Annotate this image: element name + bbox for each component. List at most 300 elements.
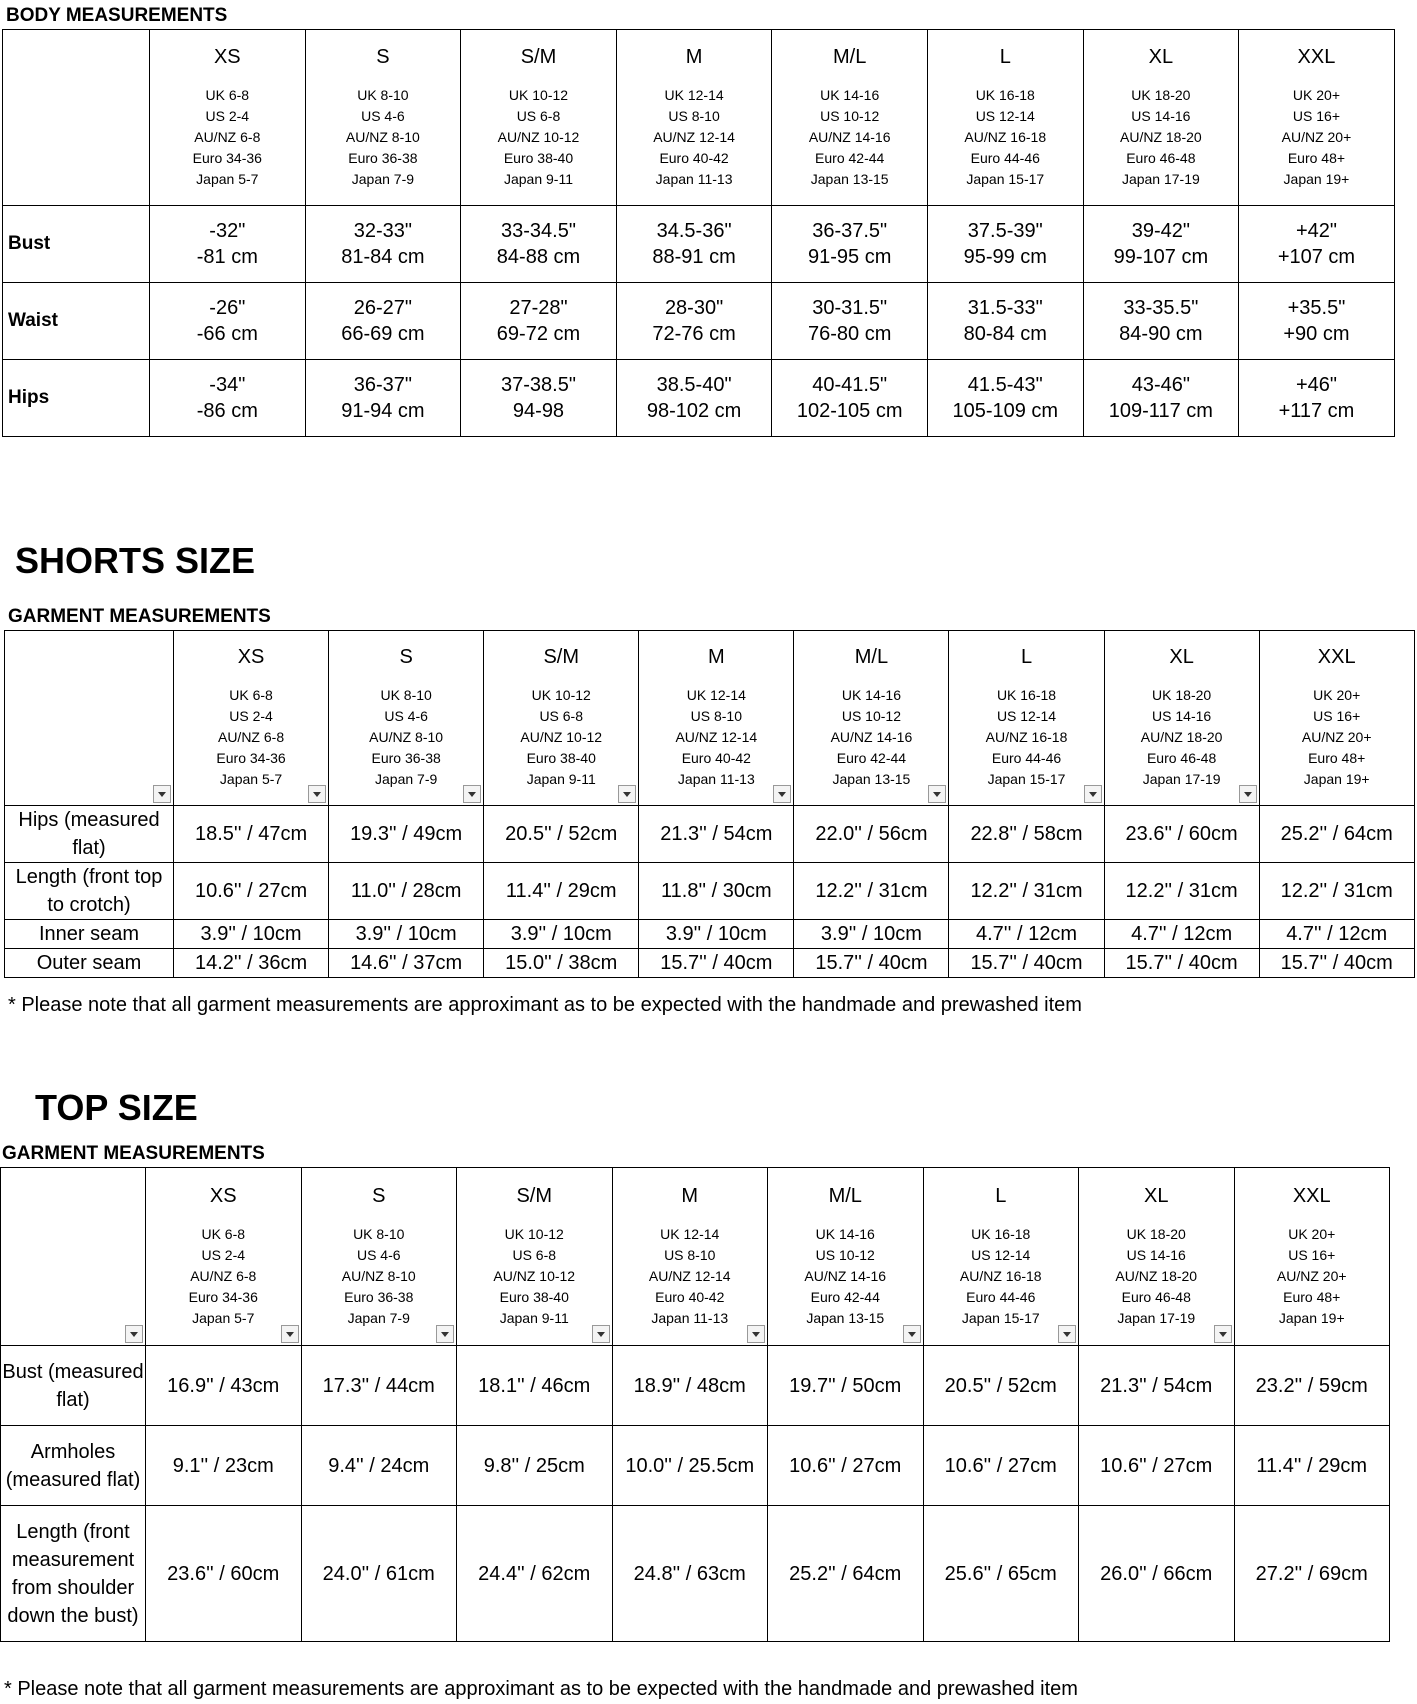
size-conversion-au: AU/NZ 10-12 [493, 1267, 576, 1284]
measurement-inches: 40-41.5" [812, 374, 888, 396]
measurement-cell: 11.8'' / 30cm [639, 863, 794, 920]
size-conversion-euro: Euro 48+ [1287, 149, 1346, 166]
size-conversion-japan: Japan 11-13 [651, 1309, 729, 1326]
top-size-title: TOP SIZE [35, 1087, 198, 1128]
size-conversion-us: US 6-8 [512, 1246, 557, 1263]
size-conversion-uk: UK 18-20 [1131, 86, 1191, 103]
size-conversion-japan: Japan 17-19 [1142, 771, 1221, 787]
measurement-inches: 33-35.5" [1123, 297, 1199, 319]
size-conversion-japan: Japan 15-17 [961, 1309, 1040, 1326]
size-conversion-euro: Euro 34-36 [192, 149, 262, 166]
measurement-cm: 109-117 cm [1108, 400, 1213, 422]
row-label: Outer seam [5, 949, 174, 978]
size-conversion-uk: UK 8-10 [380, 687, 432, 703]
size-conversion-us: US 6-8 [539, 708, 584, 724]
measurement-cell: 3.9'' / 10cm [639, 920, 794, 949]
size-header-cell [612, 1168, 768, 1346]
shorts-note: * Please note that all garment measurements are approximant as to be expected with the handmade and prewashed item [8, 994, 1082, 1016]
measurement-inches: 37-38.5" [501, 374, 576, 396]
size-name: L [995, 1184, 1007, 1207]
size-conversion-japan: Japan 9-11 [526, 771, 596, 787]
size-header-row [1, 1168, 1390, 1346]
size-name: L [999, 45, 1011, 68]
table-row [1, 1426, 1390, 1506]
size-conversion-us: US 4-6 [384, 708, 428, 724]
size-name: XS [213, 45, 241, 68]
measurement-cell: 27.2'' / 69cm [1234, 1506, 1390, 1642]
size-name: M/L [828, 1184, 862, 1207]
measurement-cell: 15.7'' / 40cm [1104, 949, 1259, 978]
size-header-row [5, 631, 1415, 806]
filter-dropdown-icon[interactable] [903, 1325, 921, 1343]
size-conversion-us: US 14-16 [1131, 107, 1191, 124]
size-conversion-us: US 8-10 [668, 107, 720, 124]
size-conversion-us: US 10-12 [820, 107, 880, 124]
size-conversion-uk: UK 10-12 [531, 687, 591, 703]
size-header-cell [768, 1168, 924, 1346]
size-conversion-uk: UK 8-10 [353, 1225, 405, 1242]
size-conversion-au: AU/NZ 16-18 [964, 128, 1047, 145]
measurement-cell: 15.7'' / 40cm [794, 949, 949, 978]
measurement-cell: 12.2'' / 31cm [1259, 863, 1414, 920]
measurement-cell: 11.4'' / 29cm [484, 863, 639, 920]
size-conversion-au: AU/NZ 10-12 [520, 729, 603, 745]
measurement-cell: 15.0'' / 38cm [484, 949, 639, 978]
corner-cell [3, 30, 150, 206]
measurement-cell: 14.2'' / 36cm [174, 949, 329, 978]
size-header-cell [923, 1168, 1079, 1346]
shorts-table [4, 630, 1415, 978]
measurement-cell [461, 206, 617, 283]
row-label: Hips [3, 360, 150, 437]
size-header-cell [1259, 631, 1414, 806]
measurement-cell: 12.2'' / 31cm [1104, 863, 1259, 920]
filter-dropdown-icon[interactable] [1084, 785, 1102, 803]
measurement-cell [616, 206, 772, 283]
measurement-cell: 23.6'' / 60cm [146, 1506, 302, 1642]
size-header-cell [150, 30, 306, 206]
size-conversion-uk: UK 12-14 [660, 1225, 720, 1242]
size-conversion-us: US 12-14 [975, 107, 1035, 124]
size-name: M [685, 45, 703, 68]
size-conversion-us: US 12-14 [996, 708, 1057, 724]
measurement-cell: 9.1'' / 23cm [146, 1426, 302, 1506]
table-row [5, 949, 1415, 978]
filter-dropdown-icon[interactable] [436, 1325, 454, 1343]
measurement-cell: 20.5'' / 52cm [923, 1346, 1079, 1426]
measurement-inches: 36-37" [353, 374, 413, 396]
size-conversion-japan: Japan 17-19 [1121, 170, 1200, 187]
size-conversion-euro: Euro 44-46 [966, 1288, 1036, 1305]
size-conversion-uk: UK 12-14 [686, 687, 746, 703]
measurement-cell: 25.2'' / 64cm [1259, 806, 1414, 863]
measurement-inches: -26" [209, 297, 246, 319]
size-name: S [376, 45, 390, 68]
size-conversion-euro: Euro 36-38 [348, 149, 418, 166]
size-conversion-euro: Euro 40-42 [659, 149, 729, 166]
size-conversion-uk: UK 6-8 [201, 1225, 246, 1242]
measurement-inches: 38.5-40" [656, 374, 732, 396]
row-label: Armholes (measured flat) [1, 1426, 146, 1506]
measurement-cell [150, 206, 306, 283]
size-conversion-uk: UK 14-16 [820, 86, 880, 103]
row-label: Inner seam [5, 920, 174, 949]
size-conversion-us: US 12-14 [971, 1246, 1031, 1263]
measurement-cell: 16.9'' / 43cm [146, 1346, 302, 1426]
measurement-cell [927, 206, 1083, 283]
size-conversion-uk: UK 20+ [1313, 687, 1361, 703]
measurement-cell: 10.6'' / 27cm [768, 1426, 924, 1506]
measurement-inches: +42" [1295, 220, 1337, 242]
size-name: XL [1144, 1184, 1169, 1207]
size-header-cell [772, 30, 928, 206]
size-conversion-japan: Japan 11-13 [677, 771, 755, 787]
size-header-cell [484, 631, 639, 806]
measurement-cm: 69-72 cm [496, 323, 581, 345]
shorts-garment-caption: GARMENT MEASUREMENTS [8, 606, 271, 627]
table-row [1, 1506, 1390, 1642]
size-conversion-japan: Japan 19+ [1303, 771, 1370, 787]
size-conversion-us: US 16+ [1288, 1246, 1336, 1263]
size-conversion-japan: Japan 13-15 [806, 1309, 885, 1326]
filter-dropdown-icon[interactable] [618, 785, 636, 803]
size-header-row [3, 30, 1395, 206]
size-conversion-japan: Japan 15-17 [987, 771, 1066, 787]
filter-dropdown-icon[interactable] [125, 1325, 143, 1343]
table-row [5, 806, 1415, 863]
size-conversion-japan: Japan 5-7 [192, 1309, 255, 1326]
measurement-inches: 34.5-36" [656, 220, 732, 242]
size-conversion-uk: UK 20+ [1292, 86, 1340, 103]
size-conversion-us: US 8-10 [690, 708, 742, 724]
filter-dropdown-icon[interactable] [773, 785, 791, 803]
size-conversion-au: AU/NZ 20+ [1281, 128, 1352, 145]
row-label: Length (front top to crotch) [5, 863, 174, 920]
measurement-cell: 3.9'' / 10cm [174, 920, 329, 949]
size-conversion-uk: UK 16-18 [971, 1225, 1031, 1242]
measurement-cell: 10.6'' / 27cm [174, 863, 329, 920]
body-measurements-caption: BODY MEASUREMENTS [6, 5, 228, 26]
measurement-cm: 80-84 cm [963, 323, 1047, 345]
measurement-cell [1083, 206, 1239, 283]
measurement-cell [305, 206, 461, 283]
measurement-cell: 10.6'' / 27cm [923, 1426, 1079, 1506]
measurement-inches: 37.5-39" [967, 220, 1043, 242]
measurement-cell: 3.9'' / 10cm [484, 920, 639, 949]
size-conversion-us: US 2-4 [229, 708, 273, 724]
filter-dropdown-icon[interactable] [1239, 785, 1257, 803]
size-conversion-japan: Japan 19+ [1283, 170, 1350, 187]
measurement-cell [1083, 360, 1239, 437]
measurement-cell [305, 283, 461, 360]
size-conversion-us: US 2-4 [201, 1246, 246, 1263]
table-row [5, 920, 1415, 949]
measurement-cm: 105-109 cm [952, 400, 1059, 422]
measurement-cell [927, 360, 1083, 437]
size-name: XS [209, 1184, 237, 1207]
size-name: S/M [520, 45, 557, 68]
size-conversion-euro: Euro 42-44 [810, 1288, 880, 1305]
size-conversion-euro: Euro 42-44 [815, 149, 885, 166]
size-conversion-japan: Japan 15-17 [966, 170, 1045, 187]
size-conversion-au: AU/NZ 8-10 [369, 729, 444, 745]
measurement-cell: 21.3'' / 54cm [1079, 1346, 1235, 1426]
measurement-cm: 94-98 [512, 400, 565, 422]
size-conversion-uk: UK 12-14 [664, 86, 724, 103]
filter-dropdown-icon[interactable] [281, 1325, 299, 1343]
size-conversion-au: AU/NZ 18-20 [1115, 1267, 1198, 1284]
size-conversion-japan: Japan 9-11 [499, 1309, 569, 1326]
measurement-cm: +117 cm [1278, 400, 1355, 422]
measurement-cell: 14.6'' / 37cm [329, 949, 484, 978]
table-row [1, 1346, 1390, 1426]
measurement-cell [772, 206, 928, 283]
measurement-cell [1239, 206, 1395, 283]
size-name: S [372, 1184, 386, 1207]
measurement-cell [1239, 283, 1395, 360]
size-conversion-us: US 10-12 [815, 1246, 875, 1263]
size-conversion-uk: UK 18-20 [1126, 1225, 1186, 1242]
size-conversion-euro: Euro 46-48 [1126, 149, 1196, 166]
size-conversion-au: AU/NZ 8-10 [345, 128, 420, 145]
measurement-cm: 102-105 cm [796, 400, 903, 422]
top-garment-caption: GARMENT MEASUREMENTS [2, 1143, 265, 1164]
size-conversion-japan: Japan 17-19 [1117, 1309, 1196, 1326]
size-conversion-us: US 16+ [1313, 708, 1361, 724]
size-name: M/L [833, 45, 867, 68]
size-name: XXL [1297, 45, 1336, 68]
size-name: XS [237, 646, 265, 668]
measurement-cm: 91-94 cm [341, 400, 425, 422]
size-conversion-us: US 2-4 [205, 107, 250, 124]
measurement-cell: 9.8'' / 25cm [457, 1426, 613, 1506]
measurement-cell: 15.7'' / 40cm [1259, 949, 1414, 978]
measurement-inches: 33-34.5" [501, 220, 576, 242]
measurement-cell: 15.7'' / 40cm [949, 949, 1104, 978]
size-conversion-uk: UK 8-10 [357, 86, 409, 103]
measurement-cell [461, 283, 617, 360]
size-name: XXL [1292, 1184, 1331, 1207]
shorts-size-title: SHORTS SIZE [15, 540, 256, 581]
measurement-cell: 22.8'' / 58cm [949, 806, 1104, 863]
measurement-cell: 10.0'' / 25.5cm [612, 1426, 768, 1506]
size-conversion-au: AU/NZ 12-14 [648, 1267, 731, 1284]
measurement-cell: 12.2'' / 31cm [794, 863, 949, 920]
measurement-inches: 27-28" [509, 297, 568, 319]
measurement-cm: 98-102 cm [646, 400, 742, 422]
measurement-inches: +46" [1295, 374, 1337, 396]
measurement-inches: 36-37.5" [812, 220, 888, 242]
filter-dropdown-icon[interactable] [153, 785, 171, 803]
table-row [5, 863, 1415, 920]
size-conversion-us: US 8-10 [664, 1246, 716, 1263]
measurement-cell: 10.6'' / 27cm [1079, 1426, 1235, 1506]
size-name: M/L [854, 646, 889, 668]
size-conversion-euro: Euro 44-46 [991, 750, 1062, 766]
measurement-cell: 23.2'' / 59cm [1234, 1346, 1390, 1426]
measurement-cm: 99-107 cm [1113, 246, 1209, 268]
measurement-cm: 88-91 cm [652, 246, 736, 268]
measurement-cell [616, 283, 772, 360]
measurement-cell [1239, 360, 1395, 437]
size-header-cell [639, 631, 794, 806]
table-row [3, 360, 1395, 437]
size-name: S/M [516, 1184, 553, 1207]
size-conversion-euro: Euro 44-46 [970, 149, 1040, 166]
measurement-cm: 84-88 cm [496, 246, 581, 268]
size-name: M [681, 1184, 699, 1207]
size-header-cell [1079, 1168, 1235, 1346]
size-conversion-au: AU/NZ 16-18 [959, 1267, 1042, 1284]
measurement-cell: 12.2'' / 31cm [949, 863, 1104, 920]
size-conversion-uk: UK 16-18 [975, 86, 1035, 103]
size-conversion-uk: UK 20+ [1288, 1225, 1336, 1242]
measurement-inches: 31.5-33" [967, 297, 1043, 319]
measurement-inches: 41.5-43" [967, 374, 1043, 396]
size-conversion-euro: Euro 46-48 [1121, 1288, 1191, 1305]
measurement-cell [927, 283, 1083, 360]
size-conversion-au: AU/NZ 20+ [1301, 729, 1372, 745]
size-conversion-au: AU/NZ 20+ [1276, 1267, 1347, 1284]
measurement-cell: 19.3'' / 49cm [329, 806, 484, 863]
measurement-cell: 3.9'' / 10cm [794, 920, 949, 949]
measurement-cell: 17.3'' / 44cm [301, 1346, 457, 1426]
measurement-cell: 25.6'' / 65cm [923, 1506, 1079, 1642]
size-name: L [1020, 646, 1033, 668]
filter-dropdown-icon[interactable] [1214, 1325, 1232, 1343]
row-label: Length (front measurement from shoulder down the bust) [1, 1506, 146, 1642]
measurement-inches: -34" [209, 374, 246, 396]
measurement-cell: 24.4'' / 62cm [457, 1506, 613, 1642]
size-conversion-au: AU/NZ 16-18 [985, 729, 1068, 745]
measurement-inches: 32-33" [353, 220, 413, 242]
measurement-cell: 26.0'' / 66cm [1079, 1506, 1235, 1642]
filter-dropdown-icon[interactable] [463, 785, 481, 803]
size-header-cell [146, 1168, 302, 1346]
size-conversion-euro: Euro 36-38 [371, 750, 441, 766]
size-conversion-uk: UK 6-8 [205, 86, 250, 103]
measurement-inches: 39-42" [1131, 220, 1190, 242]
size-conversion-au: AU/NZ 10-12 [497, 128, 580, 145]
size-conversion-uk: UK 6-8 [229, 687, 273, 703]
size-conversion-japan: Japan 11-13 [655, 170, 733, 187]
measurement-cell: 22.0'' / 56cm [794, 806, 949, 863]
measurement-cm: 84-90 cm [1119, 323, 1203, 345]
size-header-cell [457, 1168, 613, 1346]
size-header-cell [616, 30, 772, 206]
top-table [0, 1167, 1390, 1642]
size-header-cell [1239, 30, 1395, 206]
measurement-cell: 18.5'' / 47cm [174, 806, 329, 863]
size-conversion-euro: Euro 40-42 [681, 750, 751, 766]
size-conversion-au: AU/NZ 14-16 [804, 1267, 887, 1284]
size-conversion-au: AU/NZ 6-8 [194, 128, 261, 145]
measurement-inches: +35.5" [1287, 297, 1346, 319]
size-header-cell [305, 30, 461, 206]
measurement-cm: 81-84 cm [341, 246, 425, 268]
table-row [3, 283, 1395, 360]
size-header-cell [1234, 1168, 1390, 1346]
size-name: M [707, 646, 725, 668]
measurement-cm: -81 cm [196, 246, 258, 268]
size-conversion-japan: Japan 9-11 [503, 170, 573, 187]
size-conversion-au: AU/NZ 14-16 [808, 128, 891, 145]
measurement-inches: 43-46" [1131, 374, 1190, 396]
size-conversion-us: US 10-12 [841, 708, 901, 724]
size-name: S [399, 646, 413, 668]
corner-cell [1, 1168, 146, 1346]
measurement-cm: -86 cm [196, 400, 258, 422]
size-conversion-japan: Japan 7-9 [347, 1309, 410, 1326]
row-label: Bust [3, 206, 150, 283]
measurement-cell [150, 360, 306, 437]
size-conversion-us: US 4-6 [356, 1246, 401, 1263]
size-conversion-uk: UK 14-16 [815, 1225, 875, 1242]
size-header-cell [949, 631, 1104, 806]
measurement-cm: +107 cm [1277, 246, 1356, 268]
measurement-cm: -66 cm [196, 323, 258, 345]
size-conversion-uk: UK 10-12 [504, 1225, 564, 1242]
size-header-cell [794, 631, 949, 806]
size-conversion-au: AU/NZ 6-8 [217, 729, 285, 745]
size-conversion-euro: Euro 48+ [1283, 1288, 1341, 1305]
measurement-cm: 95-99 cm [963, 246, 1047, 268]
size-conversion-au: AU/NZ 14-16 [830, 729, 913, 745]
size-conversion-japan: Japan 5-7 [196, 170, 259, 187]
size-header-cell [927, 30, 1083, 206]
measurement-cell: 3.9'' / 10cm [329, 920, 484, 949]
table-row [3, 206, 1395, 283]
filter-dropdown-icon[interactable] [747, 1325, 765, 1343]
measurement-cell: 9.4'' / 24cm [301, 1426, 457, 1506]
row-label: Bust (measured flat) [1, 1346, 146, 1426]
size-header-cell [329, 631, 484, 806]
measurement-cm: 91-95 cm [807, 246, 892, 268]
size-conversion-japan: Japan 13-15 [810, 170, 889, 187]
measurement-cm: 66-69 cm [341, 323, 425, 345]
size-conversion-au: AU/NZ 6-8 [190, 1267, 257, 1284]
measurement-cm: 72-76 cm [652, 323, 736, 345]
filter-dropdown-icon[interactable] [928, 785, 946, 803]
size-header-cell [1083, 30, 1239, 206]
size-conversion-us: US 14-16 [1126, 1246, 1186, 1263]
filter-dropdown-icon[interactable] [1058, 1325, 1076, 1343]
filter-dropdown-icon[interactable] [592, 1325, 610, 1343]
measurement-cell: 21.3'' / 54cm [639, 806, 794, 863]
size-conversion-us: US 4-6 [361, 107, 405, 124]
measurement-cell [305, 360, 461, 437]
measurement-cell [772, 283, 928, 360]
size-conversion-uk: UK 10-12 [508, 86, 569, 103]
measurement-cell: 4.7'' / 12cm [949, 920, 1104, 949]
size-conversion-japan: Japan 7-9 [375, 771, 438, 787]
size-conversion-euro: Euro 36-38 [344, 1288, 414, 1305]
measurement-cell: 24.0'' / 61cm [301, 1506, 457, 1642]
row-label: Waist [3, 283, 150, 360]
corner-cell [5, 631, 174, 806]
measurement-inches: -32" [209, 220, 246, 242]
size-conversion-euro: Euro 34-36 [216, 750, 286, 766]
size-name: XL [1148, 45, 1174, 68]
measurement-inches: 28-30" [664, 297, 724, 319]
filter-dropdown-icon[interactable] [308, 785, 326, 803]
measurement-cell: 4.7'' / 12cm [1104, 920, 1259, 949]
measurement-cell: 20.5'' / 52cm [484, 806, 639, 863]
size-conversion-japan: Japan 7-9 [351, 170, 415, 187]
size-name: S/M [543, 646, 580, 668]
measurement-cell: 18.9'' / 48cm [612, 1346, 768, 1426]
size-header-cell [461, 30, 617, 206]
